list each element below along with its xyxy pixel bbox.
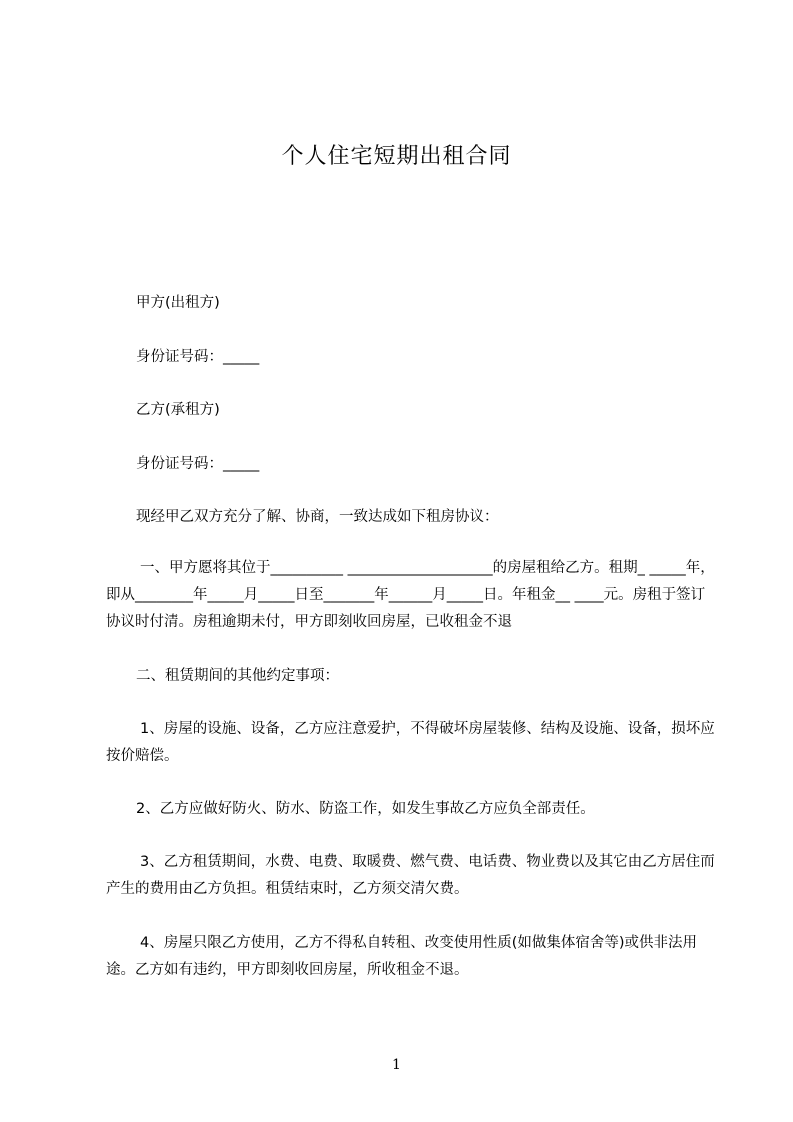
agreement-intro: 现经甲乙双方充分了解、协商，一致达成如下租房协议： — [136, 509, 499, 525]
party-a-label: 甲方(出租方) — [136, 295, 220, 311]
page-number: 1 — [392, 1057, 401, 1073]
party-b-label: 乙方(承租方) — [136, 402, 220, 418]
clause-2-item-3: 3、乙方租赁期间，水费、电费、取暖费、燃气费、电话费、物业费以及其它由乙方居住而产生的费用由乙方负担。租赁结束时，乙方须交清欠费。 — [106, 854, 715, 897]
clause-2-heading: 二、租赁期间的其他约定事项： — [136, 668, 339, 684]
party-a-id-number: 身份证号码：_____ — [136, 349, 260, 365]
party-b-id-number: 身份证号码：_____ — [136, 456, 260, 472]
clause-2-item-2: 2、乙方应做好防火、防水、防盗工作，如发生事故乙方应负全部责任。 — [136, 801, 595, 817]
clause-1-lease-terms: 一、甲方愿将其位于__________ ____________________的房屋租给乙方。租期_ _____年，即从________年_____月_____日至_______年______月_____日。年租金__ ____元。房租于签订协议时付清。房租逾期未付，甲方即刻收回房屋，已收租金不退 — [106, 560, 715, 630]
clause-2-item-1: 1、房屋的设施、设备，乙方应注意爱护，不得破坏房屋装修、结构及设施、设备，损坏应按价赔偿。 — [106, 721, 715, 764]
document-title: 个人住宅短期出租合同 — [281, 144, 512, 169]
clause-2-item-4: 4、房屋只限乙方使用，乙方不得私自转租、改变使用性质(如做集体宿舍等)或供非法用途。乙方如有违约，甲方即刻收回房屋，所收租金不退。 — [106, 935, 698, 978]
